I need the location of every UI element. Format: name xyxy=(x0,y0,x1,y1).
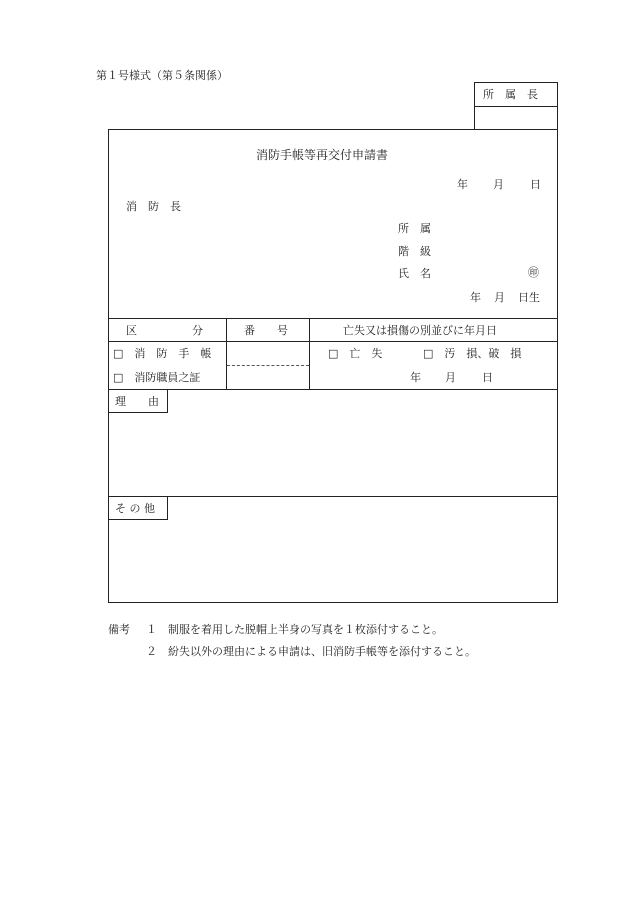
note-2-number: ２ xyxy=(146,645,157,658)
form-label: 第１号様式（第５条関係） xyxy=(96,69,228,82)
loss-month: 月 xyxy=(445,371,456,384)
reason-label: 理 由 xyxy=(115,395,159,408)
other-label: そ の 他 xyxy=(115,502,155,515)
loss-day: 日 xyxy=(482,371,493,384)
option-damage[interactable]: □ 汚 損、破 損 xyxy=(423,347,522,360)
addressee: 消 防 長 xyxy=(126,200,181,213)
birth-day: 日生 xyxy=(518,291,540,304)
form-title: 消防手帳等再交付申請書 xyxy=(256,148,389,162)
header-category: 区 分 xyxy=(126,324,203,337)
date-month: 月 xyxy=(493,178,504,191)
note-2-text: 紛失以外の理由による申請は、旧消防手帳等を添付すること。 xyxy=(168,645,476,658)
birth-month: 月 xyxy=(494,291,505,304)
loss-year: 年 xyxy=(410,371,421,384)
name-label: 氏 名 xyxy=(398,267,431,280)
header-number: 番 号 xyxy=(244,324,288,337)
note-1-text: 制服を着用した脱帽上半身の写真を１枚添付すること。 xyxy=(168,623,443,636)
affiliation-label: 所 属 xyxy=(398,222,431,235)
date-day: 日 xyxy=(530,178,541,191)
notes-label: 備考 xyxy=(108,623,130,636)
reason-field[interactable] xyxy=(109,414,557,495)
seal-mark: ㊞ xyxy=(528,266,539,279)
approver-label: 所 属 長 xyxy=(483,88,538,101)
rank-label: 階 級 xyxy=(398,245,431,258)
option-loss[interactable]: □ 亡 失 xyxy=(328,347,383,360)
option-staff-certificate[interactable]: □ 消防職員之証 xyxy=(113,371,201,384)
other-field[interactable] xyxy=(109,521,557,602)
note-1-number: １ xyxy=(146,623,157,636)
approver-box xyxy=(474,82,558,130)
date-year: 年 xyxy=(457,178,468,191)
birth-year: 年 xyxy=(470,291,481,304)
option-fire-handbook[interactable]: □ 消 防 手 帳 xyxy=(113,347,212,360)
header-loss-date: 亡失又は損傷の別並びに年月日 xyxy=(343,324,497,337)
